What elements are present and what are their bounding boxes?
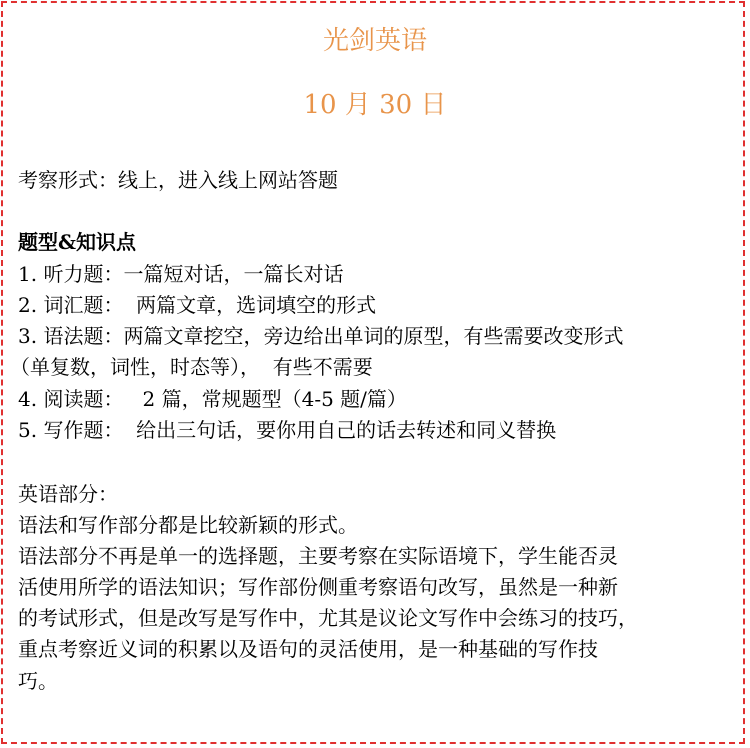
- paragraph-line: 活使用所学的语法知识；写作部份侧重考察语句改写，虽然是一种新: [18, 575, 618, 599]
- page-title: 光剑英语: [322, 26, 427, 56]
- paragraph-line: 的考试形式，但是改写是写作中，尤其是议论文写作中会练习的技巧，: [18, 606, 638, 630]
- paragraph-line: 语法部分不再是单一的选择题，主要考察在实际语境下，学生能否灵: [18, 544, 618, 568]
- paragraph-line: 语法和写作部分都是比较新颖的形式。: [18, 513, 358, 537]
- question-type-item: 3. 语法题：两篇文章挖空，旁边给出单词的原型，有些需要改变形式: [18, 324, 624, 348]
- paragraph-line: 巧。: [18, 669, 58, 693]
- question-type-item: 5. 写作题： 给出三句话，要你用自己的话去转述和同义替换: [18, 418, 557, 442]
- english-section-heading: 英语部分：: [18, 482, 118, 506]
- paragraph-line: 重点考察近义词的积累以及语句的灵活使用，是一种基础的写作技: [18, 637, 598, 661]
- page-date: 10 月 30 日: [303, 90, 447, 120]
- exam-format-text: 考察形式：线上，进入线上网站答题: [18, 168, 338, 192]
- question-types-heading: 题型&知识点: [18, 230, 137, 254]
- question-type-item-continued: （单复数，词性，时态等）， 有些不需要: [10, 355, 373, 379]
- question-type-item: 1. 听力题：一篇短对话，一篇长对话: [18, 262, 344, 286]
- question-type-item: 4. 阅读题： 2 篇，常规题型（4-5 题/篇）: [18, 387, 407, 411]
- question-type-item: 2. 词汇题： 两篇文章，选词填空的形式: [18, 293, 377, 317]
